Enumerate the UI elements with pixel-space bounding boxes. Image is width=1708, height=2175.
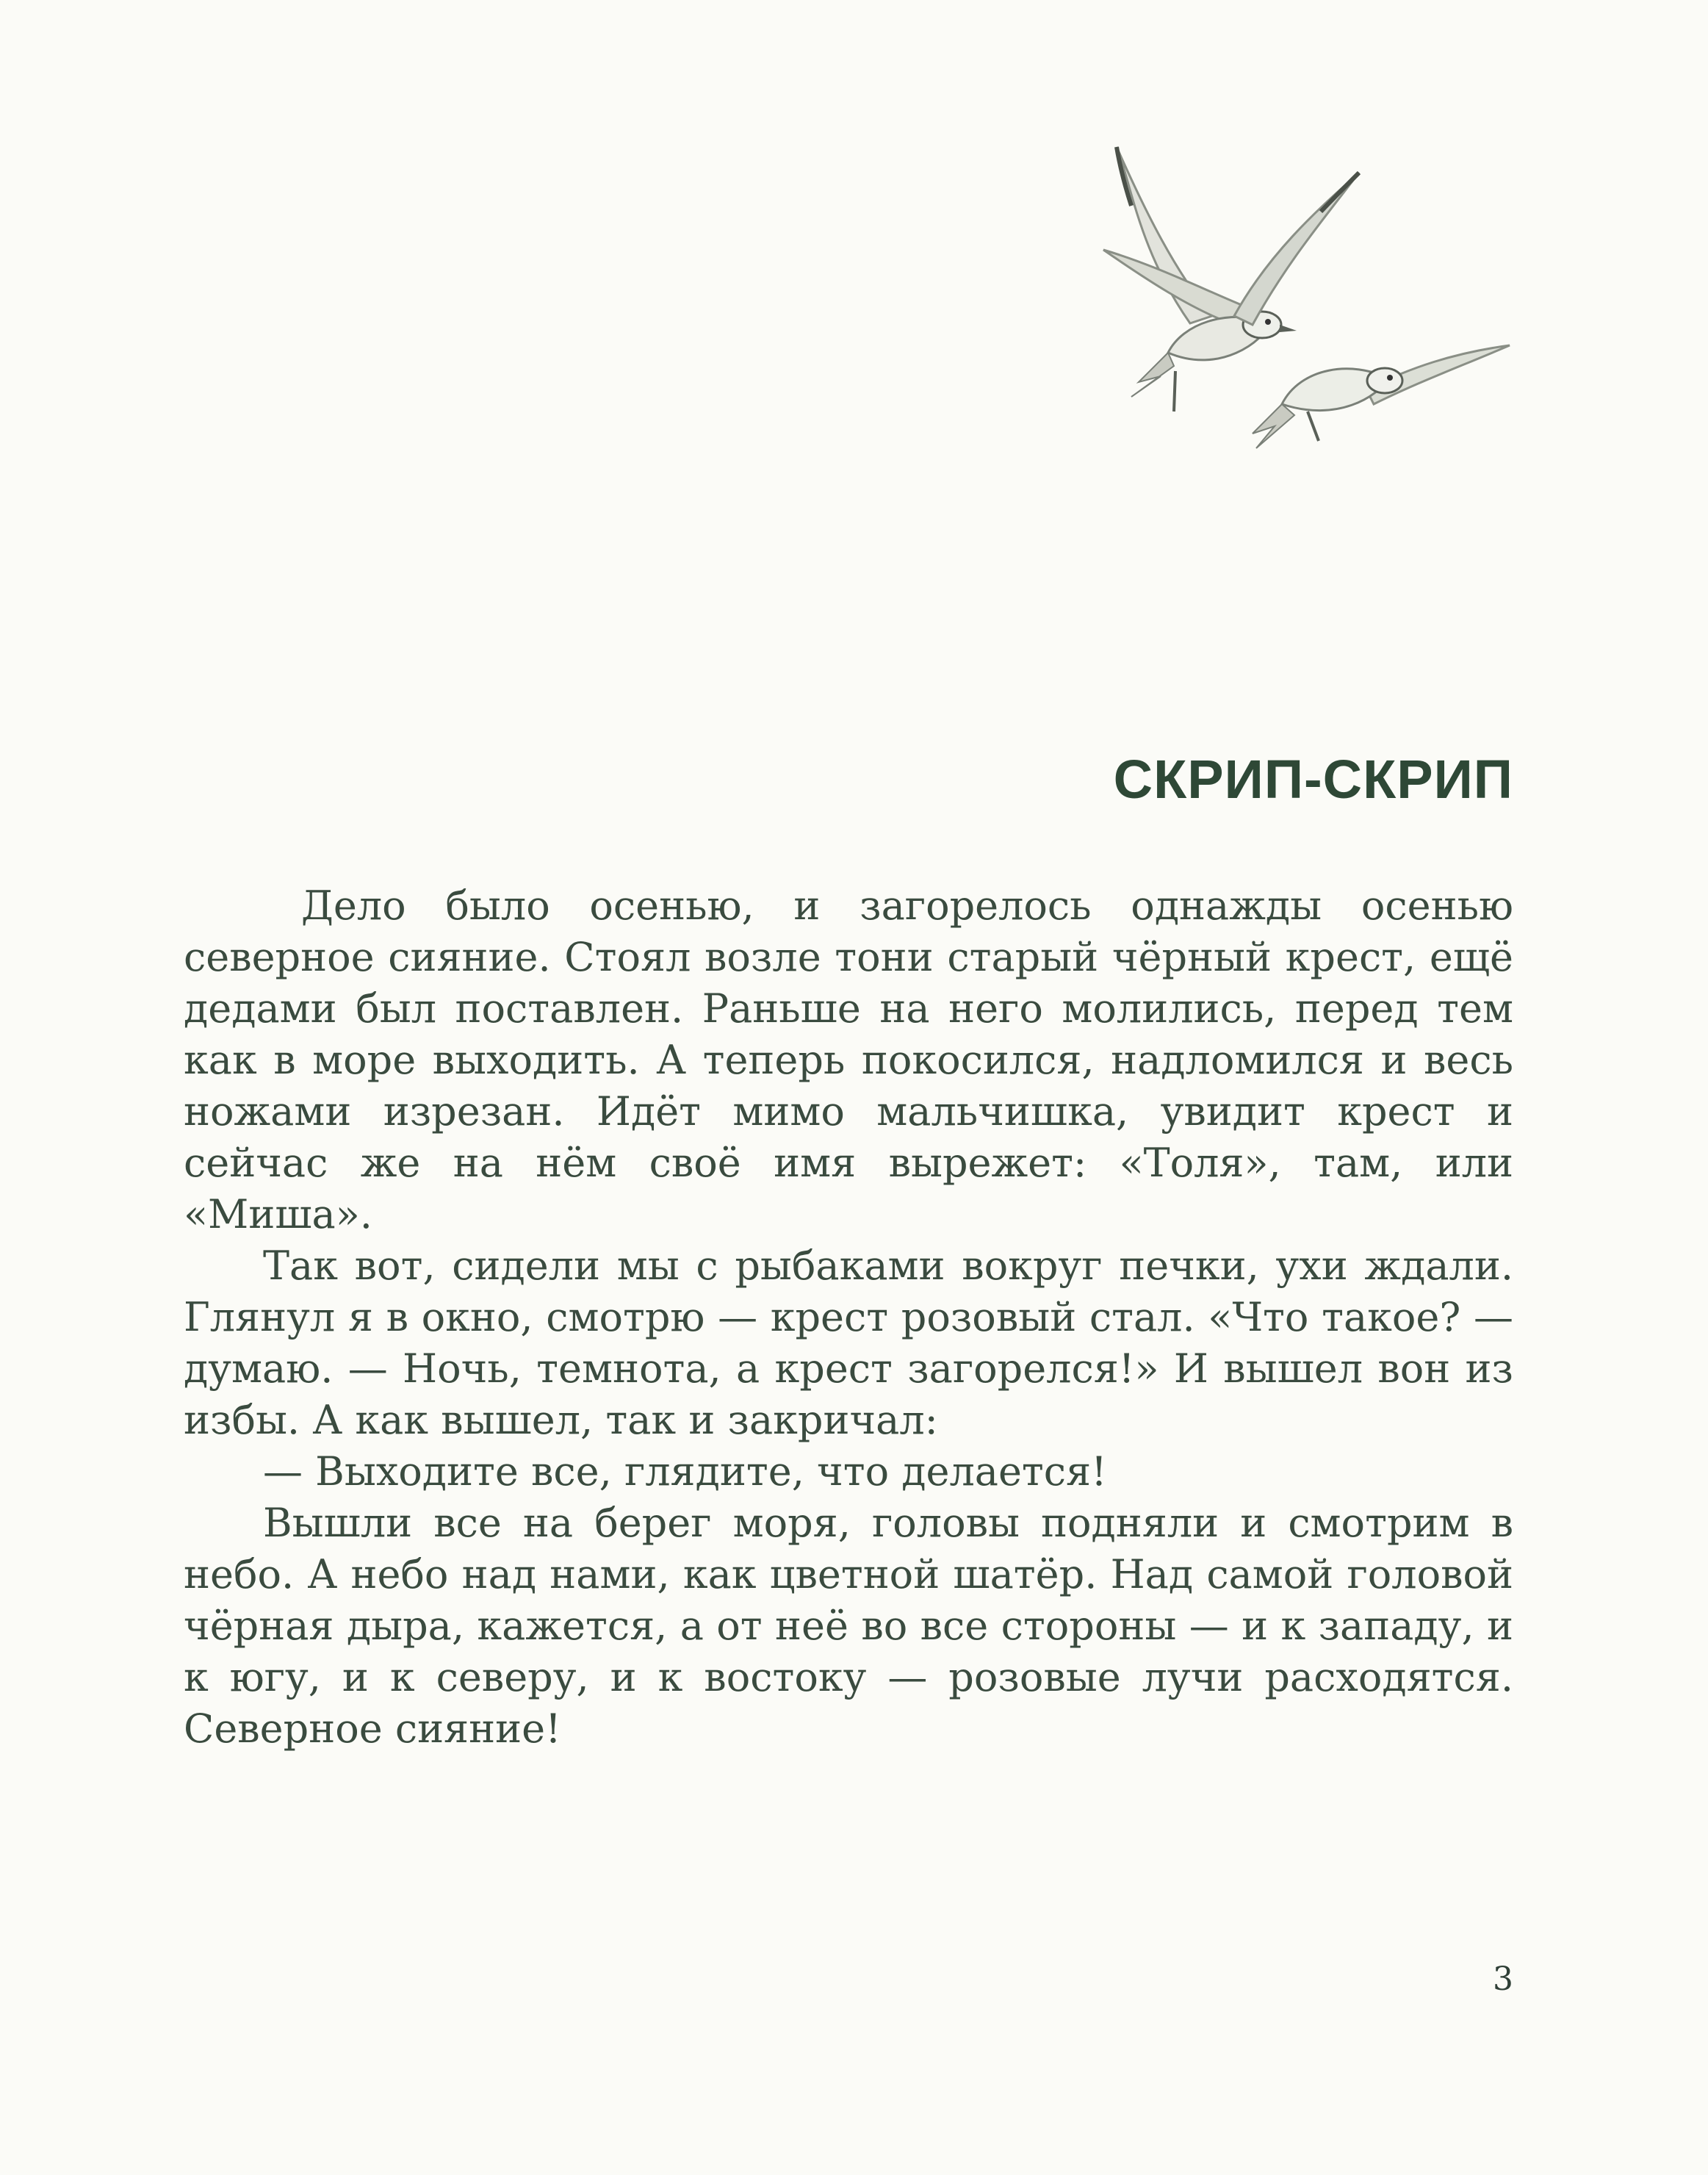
story-body: [184, 880, 1513, 1755]
story-title: СКРИП-СКРИП: [1113, 749, 1513, 810]
page-number: 3: [1493, 1960, 1513, 1998]
paragraph: Дело было осенью, и загорелось однажды осенью северное сияние. Стоял возле тони старый чёрный крест, ещё дедами был поставлен. Раньше на него молились, перед тем как в море выходить. А теперь покосился, надломился и весь ножами изрезан. Идёт мимо мальчишка, увидит крест и сейчас же на нём своё имя вырежет: «Толя», там, или «Миша».: [184, 882, 1513, 1237]
paragraph: Вышли все на берег моря, головы подняли и смотрим в небо. А небо над нами, как цветной шатёр. Над самой головой чёрная дыра, кажется, а от неё во все стороны — и к западу, и к югу, и к северу, и к востоку — розовые лучи расходятся. Северное сияние!: [184, 1500, 1513, 1752]
paragraph: — Выходите все, глядите, что делается!: [263, 1448, 1107, 1495]
seagulls-icon: [1087, 132, 1513, 485]
paragraph: Так вот, сидели мы с рыбаками вокруг печки, ухи ждали. Глянул я в окно, смотрю — крест розовый стал. «Что такое? — думаю. — Ночь, темнота, а крест загорелся!» И вышел вон из избы. А как вышел, так и закричал:: [184, 1243, 1513, 1443]
